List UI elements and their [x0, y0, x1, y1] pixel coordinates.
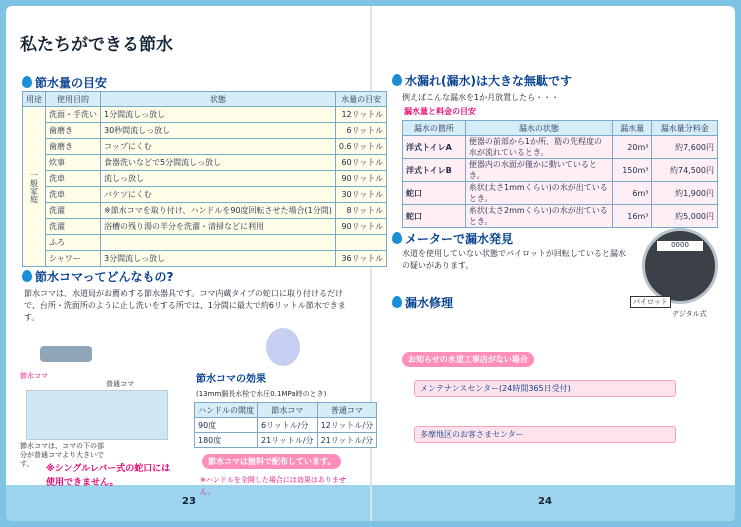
leak-col-1: 漏水の状態 [465, 121, 612, 136]
leak-state: 便器の前部から1か所、筋の先程度の水が流れているとき。 [465, 136, 612, 159]
usage-volume: 12リットル [335, 107, 386, 123]
wave-decoration [372, 485, 735, 521]
leak-col-2: 漏水量 [612, 121, 652, 136]
usage-purpose: 歯磨き [46, 139, 101, 155]
usage-state: 流しっ放し [101, 171, 336, 187]
tama-center-box: 多摩地区のお客さまセンター [414, 426, 676, 443]
effect-setsusui: 6リットル/分 [258, 418, 318, 433]
effect-table [194, 402, 377, 448]
leak-state: 糸状(太さ1mmくらい)の水が出ているとき。 [465, 182, 612, 205]
usage-purpose: 歯磨き [46, 123, 101, 139]
usage-state: 3分間流しっ放し [101, 251, 336, 267]
usage-category: 一般家庭 [23, 107, 46, 267]
page-title: 私たちができる節水 [20, 35, 173, 55]
usage-state: バケツにくむ [101, 187, 336, 203]
leak-heading-text: 水漏れ(漏水)は大きな無駄です [405, 74, 572, 88]
effect-col-1: 節水コマ [258, 403, 318, 418]
repair-heading [392, 294, 453, 311]
koma-comparison-illustration [26, 390, 168, 440]
usage-purpose: 炊事 [46, 155, 101, 171]
leak-location: 蛇口 [403, 205, 466, 228]
table-row [195, 418, 377, 433]
usage-heading [22, 74, 107, 91]
table-row [23, 235, 387, 251]
usage-heading-text: 節水量の目安 [35, 76, 108, 90]
contact-pill: お知らせの水道工事店がない場合 [402, 352, 534, 367]
leak-col-0: 漏水の箇所 [403, 121, 466, 136]
page-number: 24 [538, 496, 552, 507]
effect-futsu: 21リットル/分 [317, 433, 377, 448]
single-lever-note: ※シングルレバー式の蛇口には使用できません。 [46, 464, 171, 488]
usage-col-3: 水量の目安 [335, 92, 386, 107]
koma-heading-text: 節水コマってどんなもの? [35, 270, 174, 284]
effect-subtitle: (13mm胴長水栓で水圧0.1MPa時のとき) [196, 390, 327, 398]
usage-state: 浴槽の残り湯の半分を洗濯・清掃などに利用 [101, 219, 336, 235]
meter-heading [392, 230, 513, 247]
table-row [23, 187, 387, 203]
usage-volume: 8リットル [335, 203, 386, 219]
effect-title: 節水コマの効果 [196, 374, 266, 385]
water-drop-icon [392, 74, 402, 86]
effect-col-2: 普通コマ [317, 403, 377, 418]
usage-purpose: 洗車 [46, 187, 101, 203]
usage-volume: 90リットル [335, 219, 386, 235]
usage-purpose: 洗車 [46, 171, 101, 187]
mascot-illustration [266, 328, 300, 366]
usage-state [101, 235, 336, 251]
meter-caption: デジタル式 [672, 310, 707, 318]
table-row [23, 155, 387, 171]
meter-heading-text: メーターで漏水発見 [405, 232, 514, 246]
table-row [23, 219, 387, 235]
usage-volume: 30リットル [335, 187, 386, 203]
effect-setsusui: 21リットル/分 [258, 433, 318, 448]
meter-dial: 0000 [657, 241, 703, 251]
leak-cost: 約5,000円 [652, 205, 718, 228]
brochure-spread [6, 6, 735, 521]
usage-purpose: ふろ [46, 235, 101, 251]
maintenance-center-box: メンテナンスセンター(24時間365日受付) [414, 380, 676, 397]
usage-state: 食器洗いなどで5分間流しっ放し [101, 155, 336, 171]
usage-volume: 90リットル [335, 171, 386, 187]
handle-note: ※ハンドルを全開した場合には効果はありません。 [200, 476, 346, 496]
leak-location: 洋式トイレA [403, 136, 466, 159]
meter-text: 水道を使用していない状態でパイロットが回転していると漏水の疑いがあります。 [402, 249, 626, 270]
leak-volume: 20m³ [612, 136, 652, 159]
leak-intro: 例えばこんな漏水を1か月放置したら・・・ [402, 93, 560, 102]
repair-heading-text: 漏水修理 [405, 296, 454, 310]
water-drop-icon [392, 296, 402, 308]
leak-cost: 約74,500円 [652, 159, 718, 182]
table-row [403, 182, 718, 205]
free-distribution-pill: 節水コマは無料で配布しています。 [202, 454, 341, 469]
leak-volume: 150m³ [612, 159, 652, 182]
leak-location: 蛇口 [403, 182, 466, 205]
leak-location: 洋式トイレB [403, 159, 466, 182]
table-row [195, 433, 377, 448]
table-row [23, 251, 387, 267]
futsu-koma-caption: 普通コマ [106, 380, 134, 388]
usage-state: 30秒間流しっ放し [101, 123, 336, 139]
table-row [23, 139, 387, 155]
table-row [23, 171, 387, 187]
table-row [23, 107, 387, 123]
effect-futsu: 12リットル/分 [317, 418, 377, 433]
water-drop-icon [22, 76, 32, 88]
leak-heading [392, 72, 572, 89]
usage-table [22, 91, 387, 267]
left-page [6, 6, 384, 521]
usage-purpose: シャワー [46, 251, 101, 267]
leak-volume: 16m³ [612, 205, 652, 228]
leak-state: 便器内の水面が僅かに動いているとき。 [465, 159, 612, 182]
pilot-label: パイロット [630, 296, 671, 308]
leak-cost: 約1,900円 [652, 182, 718, 205]
water-drop-icon [392, 232, 402, 244]
usage-purpose: 洗濯 [46, 203, 101, 219]
effect-angle: 90度 [195, 418, 258, 433]
koma-heading [22, 268, 173, 285]
water-drop-icon [22, 270, 32, 282]
table-row [403, 205, 718, 228]
usage-state: ※節水コマを取り付け、ハンドルを90度回転させた場合(1分間) [101, 203, 336, 219]
leak-table-title: 漏水量と料金の目安 [404, 107, 476, 116]
usage-volume: 60リットル [335, 155, 386, 171]
usage-volume: 0.6リットル [335, 139, 386, 155]
faucet-illustration [40, 346, 92, 362]
water-meter-illustration [642, 228, 718, 304]
page-number: 23 [182, 496, 196, 507]
table-row [23, 123, 387, 139]
leak-table [402, 120, 718, 228]
usage-col-2: 状態 [101, 92, 336, 107]
leak-volume: 6m³ [612, 182, 652, 205]
table-row [23, 203, 387, 219]
table-row [403, 159, 718, 182]
usage-volume: 36リットル [335, 251, 386, 267]
usage-volume: 6リットル [335, 123, 386, 139]
effect-angle: 180度 [195, 433, 258, 448]
usage-state: 1分間流しっ放し [101, 107, 336, 123]
effect-col-0: ハンドルの開度 [195, 403, 258, 418]
usage-col-1: 使用目的 [46, 92, 101, 107]
koma-text: 節水コマは、水道局がお薦めする節水器具です。コマ内蔵タイプの蛇口に取り付けるだけで、台所・洗面所のように止し洗いをする所では、1分間に最大で約6リットル節水できます。 [24, 289, 346, 322]
leak-col-3: 漏水量分料金 [652, 121, 718, 136]
setsusui-koma-caption: 節水コマ [20, 372, 48, 380]
leak-cost: 約7,600円 [652, 136, 718, 159]
usage-purpose: 洗面・手洗い [46, 107, 101, 123]
usage-state: コップにくむ [101, 139, 336, 155]
usage-col-0: 用途 [23, 92, 46, 107]
right-page [372, 6, 735, 521]
faucet-caption: 節水コマは、コマの下の部分が普通コマより大きいです。 [20, 442, 104, 468]
usage-purpose: 洗濯 [46, 219, 101, 235]
leak-state: 糸状(太さ2mmくらい)の水が出ているとき。 [465, 205, 612, 228]
table-row [403, 136, 718, 159]
